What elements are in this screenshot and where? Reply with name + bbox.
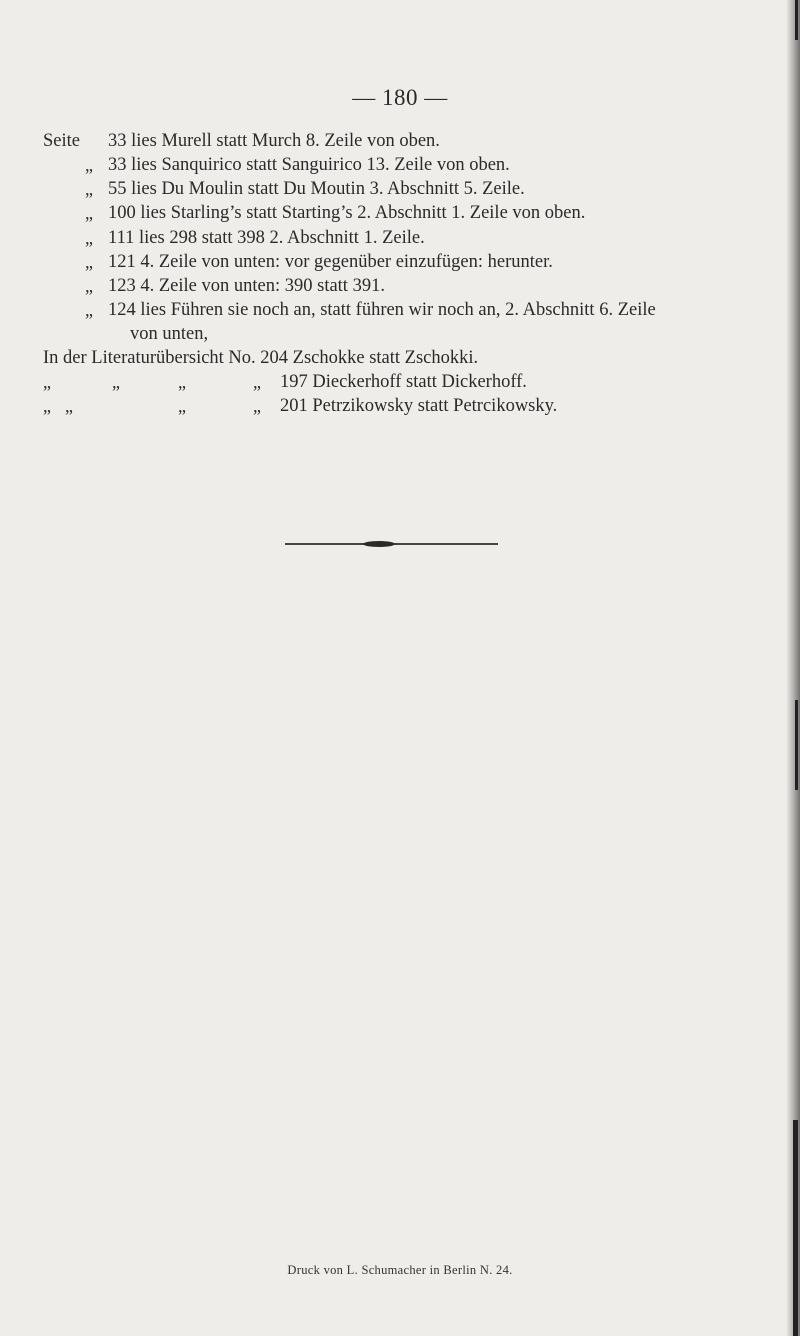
errata-continuation-text: von unten, (130, 324, 209, 344)
ditto-mark: „ (65, 396, 73, 416)
literature-text: 201 Petrzikowsky statt Petrcikowsky. (280, 396, 558, 416)
ditto-mark: „ (85, 155, 93, 175)
printer-imprint: Druck von L. Schumacher in Berlin N. 24. (287, 1263, 513, 1277)
errata-line (0, 274, 790, 298)
page-number: — 180 — (352, 85, 448, 110)
errata-line (0, 177, 790, 201)
ditto-mark: „ (178, 372, 186, 392)
errata-text: 111 lies 298 statt 398 2. Abschnitt 1. Zeile. (108, 228, 425, 248)
literature-lead: In der Literaturübersicht No. 204 Zschokke statt Zschokki. (43, 348, 479, 368)
ditto-mark: „ (112, 372, 120, 392)
literature-text: 197 Dieckerhoff statt Dickerhoff. (280, 372, 527, 392)
errata-line (0, 250, 790, 274)
errata-line (0, 226, 790, 250)
errata-text: 33 lies Sanquirico statt Sanguirico 13. Zeile von oben. (108, 155, 510, 175)
errata-list (0, 0, 800, 420)
errata-line (0, 201, 790, 225)
literature-line (0, 346, 790, 370)
page-edge-mark (795, 700, 798, 790)
ditto-mark: „ (85, 179, 93, 199)
errata-text: 124 lies Führen sie noch an, statt führen wir noch an, 2. Abschnitt 6. Zeile (108, 300, 656, 320)
ditto-mark: „ (178, 396, 186, 416)
errata-text: 33 lies Murell statt Murch 8. Zeile von oben. (108, 131, 440, 151)
literature-line (0, 370, 790, 394)
errata-line (0, 153, 790, 177)
literature-line (0, 394, 790, 418)
errata-text: 121 4. Zeile von unten: vor gegenüber einzufügen: herunter. (108, 252, 553, 272)
ornamental-divider (285, 543, 498, 545)
ditto-mark: „ (43, 372, 51, 392)
errata-text: 123 4. Zeile von unten: 390 statt 391. (108, 276, 385, 296)
ditto-mark: „ (85, 276, 93, 296)
ditto-mark: „ (85, 203, 93, 223)
page-edge-mark (795, 0, 798, 40)
errata-continuation (0, 322, 790, 346)
errata-lead: Seite (43, 131, 80, 151)
errata-text: 55 lies Du Moulin statt Du Moutin 3. Abschnitt 5. Zeile. (108, 179, 525, 199)
ditto-mark: „ (85, 228, 93, 248)
page-edge-mark (793, 1120, 798, 1336)
errata-line (0, 129, 790, 153)
ditto-mark: „ (253, 396, 261, 416)
errata-line (0, 298, 790, 322)
ditto-mark: „ (43, 396, 51, 416)
ditto-mark: „ (85, 252, 93, 272)
ditto-mark: „ (253, 372, 261, 392)
errata-text: 100 lies Starling’s statt Starting’s 2. Abschnitt 1. Zeile von oben. (108, 203, 586, 223)
ditto-mark: „ (85, 300, 93, 320)
